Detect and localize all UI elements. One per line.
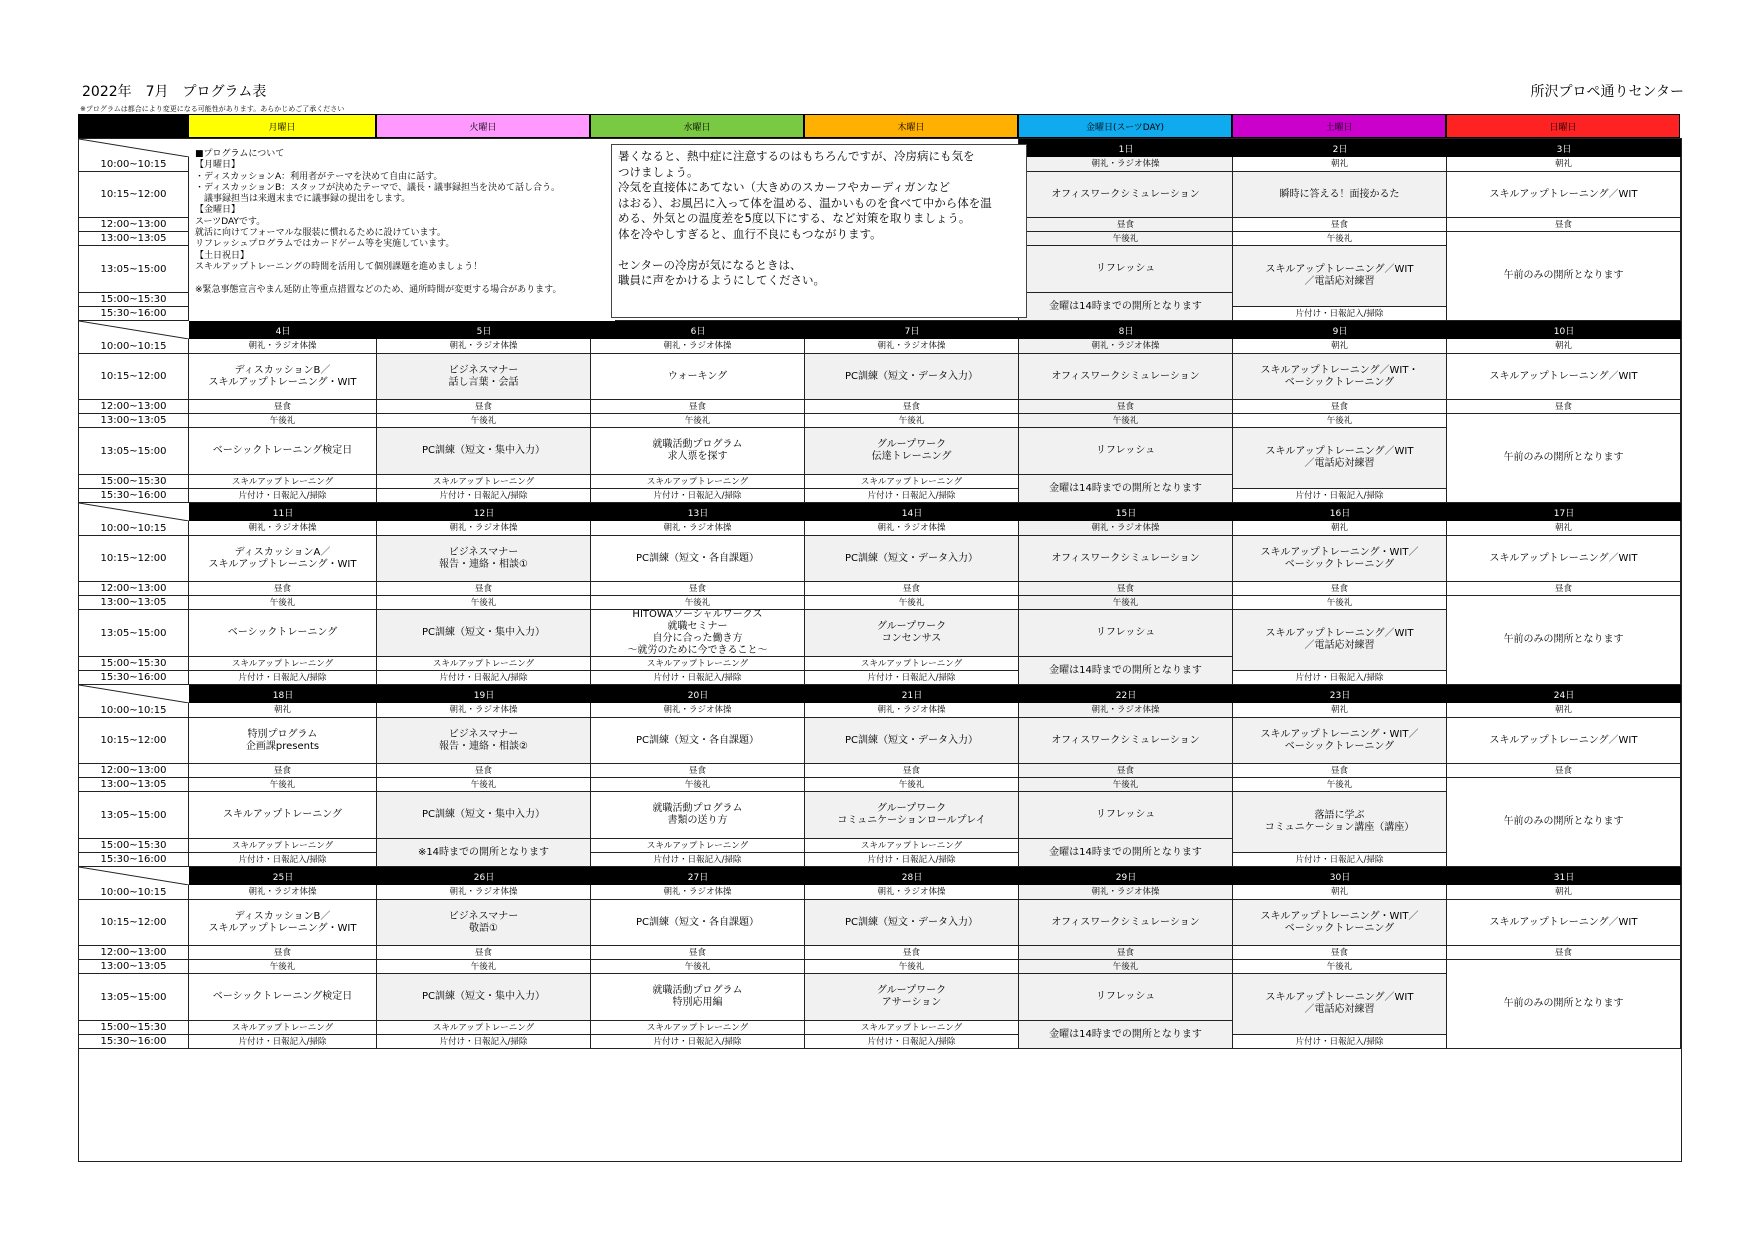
program-cell: ディスカッションB／ スキルアップトレーニング・WIT [189, 900, 377, 946]
date-label: 9日 [1332, 326, 1348, 337]
program-cell: 就職活動プログラム 特別応用編 [591, 974, 805, 1021]
time-slot: 10:00~10:15 [79, 885, 189, 900]
program-cell: HITOWAソーシャルワークス 就職セミナー 自分に合った働き方 ～就労のために今できること～ [591, 610, 805, 657]
program-cell: 就職活動プログラム 求人票を探す [591, 428, 805, 475]
program-cell: 朝礼・ラジオ体操 [377, 885, 591, 900]
program-cell: スキルアップトレーニング／WIT [1447, 354, 1681, 400]
time-slot: 10:00~10:15 [79, 157, 189, 172]
program-cell: 昼食 [1447, 946, 1681, 960]
program-cell: ディスカッションB／ スキルアップトレーニング・WIT [189, 354, 377, 400]
program-cell: 午前のみの開所となります [1447, 596, 1681, 685]
program-cell: 朝礼・ラジオ体操 [1019, 703, 1233, 718]
program-cell: スキルアップトレーニング [591, 657, 805, 671]
program-cell: 午後礼 [189, 778, 377, 792]
date-label: 22日 [1115, 690, 1137, 701]
program-cell: 午後礼 [805, 414, 1019, 428]
program-cell: 午後礼 [377, 960, 591, 974]
time-slot: 13:00~13:05 [79, 778, 189, 792]
program-cell: 朝礼・ラジオ体操 [377, 339, 591, 354]
program-cell: グループワーク コミュニケーションロールプレイ [805, 792, 1019, 839]
program-cell: 昼食 [1019, 400, 1233, 414]
info-line: 【土日祝日】 [195, 250, 250, 261]
program-cell: 午後礼 [1233, 414, 1447, 428]
date-label: 21日 [901, 690, 923, 701]
time-slot: 12:00~13:00 [79, 582, 189, 596]
program-cell: 片付け・日報記入/掃除 [189, 671, 377, 685]
program-cell: 特別プログラム 企画課presents [189, 718, 377, 764]
time-slot: 15:00~15:30 [79, 657, 189, 671]
time-slot: 15:30~16:00 [79, 489, 189, 503]
date-label: 7日 [904, 326, 920, 337]
info-line: 【月曜日】 [195, 160, 241, 171]
program-cell: 午後礼 [1233, 596, 1447, 610]
program-cell: 午後礼 [591, 414, 805, 428]
program-cell: 昼食 [805, 946, 1019, 960]
program-cell: 片付け・日報記入/掃除 [591, 489, 805, 503]
program-cell: 片付け・日報記入/掃除 [591, 1035, 805, 1049]
program-cell: 昼食 [377, 764, 591, 778]
program-cell: 朝礼・ラジオ体操 [591, 885, 805, 900]
program-cell: 朝礼・ラジオ体操 [189, 339, 377, 354]
program-cell: PC訓練（短文・集中入力） [377, 610, 591, 657]
program-cell: ベーシックトレーニング検定日 [189, 974, 377, 1021]
program-cell: ウォーキング [591, 354, 805, 400]
time-slot: 13:00~13:05 [79, 596, 189, 610]
schedule-grid [78, 138, 1682, 1162]
day-header-6: 日曜日 [1446, 114, 1680, 138]
time-slot: 12:00~13:00 [79, 764, 189, 778]
program-cell: 昼食 [377, 400, 591, 414]
date-label: 25日 [272, 872, 294, 883]
time-slot: 10:00~10:15 [79, 339, 189, 354]
program-cell: 朝礼・ラジオ体操 [805, 339, 1019, 354]
program-cell: スキルアップトレーニング／WIT・ ベーシックトレーニング [1233, 354, 1447, 400]
info-line: 議事録担当は来週末までに議事録の提出をします。 [195, 194, 411, 205]
program-cell: 昼食 [591, 946, 805, 960]
program-cell: 朝礼・ラジオ体操 [377, 703, 591, 718]
program-cell: ビジネスマナー 報告・連絡・相談② [377, 718, 591, 764]
program-cell: 片付け・日報記入/掃除 [805, 853, 1019, 867]
center-name: 所沢プロペ通りセンター [1530, 84, 1684, 100]
program-cell: 午後礼 [1233, 960, 1447, 974]
program-cell: スキルアップトレーニング／WIT [1447, 536, 1681, 582]
program-cell: 朝礼・ラジオ体操 [189, 885, 377, 900]
date-label: 6日 [690, 326, 706, 337]
program-cell: スキルアップトレーニング [189, 1021, 377, 1035]
program-cell: 朝礼 [189, 703, 377, 718]
program-cell: 午後礼 [189, 960, 377, 974]
program-cell: スキルアップトレーニング・WIT／ ベーシックトレーニング [1233, 536, 1447, 582]
date-label: 28日 [901, 872, 923, 883]
time-slot: 13:05~15:00 [79, 792, 189, 839]
date-label: 4日 [275, 326, 291, 337]
program-cell: ベーシックトレーニング [189, 610, 377, 657]
info-line: 【金曜日】 [195, 205, 241, 216]
program-cell: スキルアップトレーニング [189, 839, 377, 853]
info-line: ※緊急事態宣言やまん延防止等重点措置などのため、通所時間が変更する場合があります。 [195, 284, 562, 295]
program-cell: 朝礼 [1447, 521, 1681, 536]
program-cell: スキルアップトレーニング [805, 839, 1019, 853]
program-cell: 午後礼 [1019, 778, 1233, 792]
date-label: 27日 [687, 872, 709, 883]
date-label: 16日 [1329, 508, 1351, 519]
program-cell: グループワーク 伝達トレーニング [805, 428, 1019, 475]
program-cell: 金曜は14時までの開所となります [1019, 1021, 1233, 1049]
time-slot: 10:15~12:00 [79, 536, 189, 582]
program-cell: 朝礼 [1447, 339, 1681, 354]
program-cell: 朝礼・ラジオ体操 [591, 703, 805, 718]
program-cell: 午前のみの開所となります [1447, 778, 1681, 867]
program-cell: PC訓練（短文・集中入力） [377, 428, 591, 475]
program-cell: オフィスワークシミュレーション [1019, 900, 1233, 946]
time-slot: 10:15~12:00 [79, 172, 189, 218]
program-cell: 片付け・日報記入/掃除 [1233, 853, 1447, 867]
day-header-2: 水曜日 [590, 114, 804, 138]
day-header-1: 火曜日 [376, 114, 590, 138]
program-cell: 就職活動プログラム 書類の送り方 [591, 792, 805, 839]
program-cell: スキルアップトレーニング／WIT ／電話応対練習 [1233, 610, 1447, 671]
program-cell: 午後礼 [805, 960, 1019, 974]
program-cell: リフレッシュ [1019, 246, 1233, 293]
program-cell: オフィスワークシミュレーション [1019, 536, 1233, 582]
program-cell: 昼食 [1447, 764, 1681, 778]
program-cell: オフィスワークシミュレーション [1019, 354, 1233, 400]
program-cell: PC訓練（短文・集中入力） [377, 792, 591, 839]
program-cell: 朝礼・ラジオ体操 [1019, 885, 1233, 900]
program-cell: 午前のみの開所となります [1447, 414, 1681, 503]
program-cell: 朝礼・ラジオ体操 [591, 521, 805, 536]
program-cell: 昼食 [377, 582, 591, 596]
program-cell: 片付け・日報記入/掃除 [1233, 489, 1447, 503]
program-cell: ※14時までの開所となります [377, 839, 591, 867]
summer-notice-box [611, 144, 1027, 318]
date-label: 31日 [1553, 872, 1575, 883]
program-cell: 昼食 [591, 400, 805, 414]
time-slot: 15:30~16:00 [79, 671, 189, 685]
program-cell: PC訓練（短文・データ入力） [805, 354, 1019, 400]
time-slot: 15:00~15:30 [79, 293, 189, 307]
time-slot: 15:30~16:00 [79, 1035, 189, 1049]
program-cell: 片付け・日報記入/掃除 [189, 489, 377, 503]
program-cell: PC訓練（短文・各自課題） [591, 718, 805, 764]
date-label: 2日 [1332, 144, 1348, 155]
program-cell: リフレッシュ [1019, 792, 1233, 839]
date-label: 13日 [687, 508, 709, 519]
corner-diagonal [79, 685, 189, 703]
program-cell: 昼食 [805, 582, 1019, 596]
program-cell: 午後礼 [189, 414, 377, 428]
program-cell: スキルアップトレーニング [805, 475, 1019, 489]
corner-diagonal [79, 321, 189, 339]
program-cell: 朝礼 [1233, 521, 1447, 536]
program-cell: スキルアップトレーニング [591, 839, 805, 853]
program-cell: 午前のみの開所となります [1447, 232, 1681, 321]
date-label: 19日 [473, 690, 495, 701]
program-cell: 午後礼 [1019, 596, 1233, 610]
date-label: 1日 [1118, 144, 1134, 155]
program-cell: 金曜は14時までの開所となります [1019, 475, 1233, 503]
program-cell: 昼食 [189, 400, 377, 414]
summer-line: 冷気を直接体にあてない（大きめのスカーフやカーディガンなど [618, 180, 951, 194]
info-line [195, 273, 609, 284]
program-cell: スキルアップトレーニング／WIT ／電話応対練習 [1233, 246, 1447, 307]
program-cell: リフレッシュ [1019, 974, 1233, 1021]
time-slot: 10:15~12:00 [79, 718, 189, 764]
program-cell: スキルアップトレーニング [591, 475, 805, 489]
program-cell: スキルアップトレーニング／WIT [1447, 172, 1681, 218]
program-cell: 昼食 [1019, 946, 1233, 960]
program-cell: 金曜は14時までの開所となります [1019, 293, 1233, 321]
date-label: 26日 [473, 872, 495, 883]
date-label: 29日 [1115, 872, 1137, 883]
program-cell: 片付け・日報記入/掃除 [591, 671, 805, 685]
time-slot: 13:05~15:00 [79, 610, 189, 657]
info-line: スーツDAYです。 [195, 216, 266, 227]
program-cell: 片付け・日報記入/掃除 [377, 671, 591, 685]
corner-diagonal [79, 139, 189, 157]
program-cell: ベーシックトレーニング検定日 [189, 428, 377, 475]
program-cell: 朝礼・ラジオ体操 [805, 521, 1019, 536]
program-cell: オフィスワークシミュレーション [1019, 718, 1233, 764]
time-slot: 13:00~13:05 [79, 960, 189, 974]
date-label: 5日 [476, 326, 492, 337]
program-cell: 朝礼・ラジオ体操 [189, 521, 377, 536]
program-cell: スキルアップトレーニング [377, 1021, 591, 1035]
program-cell: PC訓練（短文・各自課題） [591, 536, 805, 582]
date-label: 24日 [1553, 690, 1575, 701]
info-line: 就活に向けてフォーマルな服装に慣れるために設けています。 [195, 228, 446, 239]
program-cell: グループワーク アサーション [805, 974, 1019, 1021]
program-cell: 午後礼 [1019, 414, 1233, 428]
time-slot: 15:00~15:30 [79, 839, 189, 853]
program-cell: 片付け・日報記入/掃除 [591, 853, 805, 867]
date-label: 3日 [1556, 144, 1572, 155]
program-cell: 片付け・日報記入/掃除 [189, 853, 377, 867]
summer-line: はおる）、お風呂に入って体を温める、温かいものを食べて中から体を温 [618, 195, 992, 210]
program-cell: 午後礼 [805, 778, 1019, 792]
date-label: 20日 [687, 690, 709, 701]
program-cell: PC訓練（短文・データ入力） [805, 718, 1019, 764]
info-line: ■プログラムについて [195, 149, 285, 159]
program-cell: 朝礼 [1233, 339, 1447, 354]
summer-line: センターの冷房が気になるときは、 [618, 257, 802, 272]
program-cell: 朝礼・ラジオ体操 [377, 521, 591, 536]
program-cell: リフレッシュ [1019, 610, 1233, 657]
program-cell: 朝礼・ラジオ体操 [591, 339, 805, 354]
summer-line: 体を冷やしすぎると、血行不良にもつながります。 [618, 226, 882, 241]
program-cell: 昼食 [1447, 218, 1681, 232]
program-cell: スキルアップトレーニング・WIT／ ベーシックトレーニング [1233, 900, 1447, 946]
date-label: 14日 [901, 508, 923, 519]
program-cell: スキルアップトレーニング・WIT／ ベーシックトレーニング [1233, 718, 1447, 764]
program-cell: スキルアップトレーニング [805, 1021, 1019, 1035]
info-line: リフレッシュプログラムではカードゲーム等を実施しています。 [195, 239, 455, 250]
summer-line [618, 242, 1020, 258]
program-cell: 落語に学ぶ コミュニケーション講座（講座） [1233, 792, 1447, 853]
program-cell: 昼食 [805, 764, 1019, 778]
program-cell: 昼食 [1233, 400, 1447, 414]
day-header-5: 土曜日 [1232, 114, 1446, 138]
summer-line: める、外気との温度差を5度以下にする、など対策を取りましょう。 [618, 211, 971, 225]
program-cell: 昼食 [189, 764, 377, 778]
program-cell: 片付け・日報記入/掃除 [805, 489, 1019, 503]
program-cell: 朝礼 [1233, 885, 1447, 900]
program-cell: 昼食 [377, 946, 591, 960]
page-title: 2022年 7月 プログラム表 [82, 84, 267, 100]
program-cell: スキルアップトレーニング／WIT [1447, 718, 1681, 764]
program-cell: 午後礼 [189, 596, 377, 610]
program-cell: 午後礼 [805, 596, 1019, 610]
time-slot: 13:00~13:05 [79, 414, 189, 428]
program-cell: 朝礼・ラジオ体操 [805, 703, 1019, 718]
date-label: 11日 [272, 508, 294, 519]
date-label: 12日 [473, 508, 495, 519]
summer-line: 職員に声をかけるようにしてください。 [618, 273, 825, 287]
program-cell: ビジネスマナー 敬語① [377, 900, 591, 946]
time-slot: 15:00~15:30 [79, 475, 189, 489]
program-cell: 昼食 [1447, 400, 1681, 414]
program-cell: スキルアップトレーニング [805, 657, 1019, 671]
program-cell: 昼食 [1019, 582, 1233, 596]
week1-info-area [189, 139, 1019, 321]
time-slot: 15:00~15:30 [79, 1021, 189, 1035]
program-cell: 片付け・日報記入/掃除 [805, 671, 1019, 685]
program-cell: 午前のみの開所となります [1447, 960, 1681, 1049]
program-cell: 片付け・日報記入/掃除 [377, 1035, 591, 1049]
program-cell: ディスカッションA／ スキルアップトレーニング・WIT [189, 536, 377, 582]
summer-line: つけましょう。 [618, 164, 699, 179]
header-corner [78, 114, 188, 138]
program-cell: 金曜は14時までの開所となります [1019, 839, 1233, 867]
program-cell: 朝礼 [1447, 157, 1681, 172]
program-cell: 片付け・日報記入/掃除 [1233, 1035, 1447, 1049]
program-cell: 片付け・日報記入/掃除 [1233, 307, 1447, 321]
program-cell: 昼食 [591, 764, 805, 778]
program-cell: 朝礼・ラジオ体操 [1019, 521, 1233, 536]
program-cell: ビジネスマナー 話し言葉・会話 [377, 354, 591, 400]
program-cell: 片付け・日報記入/掃除 [189, 1035, 377, 1049]
program-cell: スキルアップトレーニング [591, 1021, 805, 1035]
time-slot: 10:00~10:15 [79, 703, 189, 718]
program-cell: スキルアップトレーニング [189, 475, 377, 489]
program-cell: 昼食 [189, 946, 377, 960]
program-cell: PC訓練（短文・データ入力） [805, 900, 1019, 946]
program-cell: PC訓練（短文・各自課題） [591, 900, 805, 946]
program-cell: 昼食 [1019, 218, 1233, 232]
program-cell: 昼食 [1233, 218, 1447, 232]
program-cell: 片付け・日報記入/掃除 [805, 1035, 1019, 1049]
program-cell: 昼食 [1233, 946, 1447, 960]
day-header-0: 月曜日 [188, 114, 376, 138]
change-notice: ※プログラムは都合により変更になる可能性があります。あらかじめご了承ください [80, 105, 345, 113]
summer-line: 暑くなると、熱中症に注意するのはもちろんですが、冷房病にも気を [618, 149, 975, 163]
date-label: 18日 [272, 690, 294, 701]
program-cell: 片付け・日報記入/掃除 [1233, 671, 1447, 685]
time-slot: 15:30~16:00 [79, 307, 189, 321]
program-cell: 朝礼 [1233, 703, 1447, 718]
program-cell: 瞬時に答える！面接かるた [1233, 172, 1447, 218]
info-line: ・ディスカッションB：スタッフが決めたテーマで、議長・議事録担当を決めて話し合う。 [195, 182, 561, 193]
program-cell: PC訓練（短文・データ入力） [805, 536, 1019, 582]
time-slot: 15:30~16:00 [79, 853, 189, 867]
program-cell: 片付け・日報記入/掃除 [377, 489, 591, 503]
info-line: ・ディスカッションA：利用者がテーマを決めて自由に話す。 [195, 171, 443, 182]
program-cell: ビジネスマナー 報告・連絡・相談① [377, 536, 591, 582]
program-info-box [189, 145, 615, 321]
time-slot: 12:00~13:00 [79, 218, 189, 232]
program-cell: スキルアップトレーニング／WIT ／電話応対練習 [1233, 974, 1447, 1035]
program-cell: スキルアップトレーニング／WIT ／電話応対練習 [1233, 428, 1447, 489]
program-cell: 金曜は14時までの開所となります [1019, 657, 1233, 685]
program-cell: 午後礼 [591, 960, 805, 974]
program-cell: PC訓練（短文・集中入力） [377, 974, 591, 1021]
program-cell: スキルアップトレーニング [189, 792, 377, 839]
time-slot: 13:00~13:05 [79, 232, 189, 246]
program-cell: 午後礼 [1233, 778, 1447, 792]
date-label: 8日 [1118, 326, 1134, 337]
info-line: スキルアップトレーニングの時間を活用して個別課題を進めましょう！ [195, 261, 483, 272]
program-cell: 朝礼 [1447, 703, 1681, 718]
program-cell: スキルアップトレーニング [377, 657, 591, 671]
program-cell: スキルアップトレーニング／WIT [1447, 900, 1681, 946]
program-cell: 午後礼 [591, 596, 805, 610]
corner-diagonal [79, 867, 189, 885]
program-cell: オフィスワークシミュレーション [1019, 172, 1233, 218]
program-cell: 朝礼・ラジオ体操 [1019, 157, 1233, 172]
program-cell: 午後礼 [377, 414, 591, 428]
program-cell: 朝礼 [1447, 885, 1681, 900]
program-cell: 昼食 [805, 400, 1019, 414]
program-cell: 昼食 [1447, 582, 1681, 596]
program-cell: スキルアップトレーニング [377, 475, 591, 489]
program-cell: 昼食 [591, 582, 805, 596]
day-header-4: 金曜日(スーツDAY) [1018, 114, 1232, 138]
program-cell: スキルアップトレーニング [189, 657, 377, 671]
program-cell: 昼食 [1233, 582, 1447, 596]
program-cell: 午後礼 [377, 778, 591, 792]
program-cell: 昼食 [1019, 764, 1233, 778]
date-label: 30日 [1329, 872, 1351, 883]
corner-diagonal [79, 503, 189, 521]
time-slot: 10:00~10:15 [79, 521, 189, 536]
time-slot: 10:15~12:00 [79, 900, 189, 946]
time-slot: 12:00~13:00 [79, 946, 189, 960]
program-cell: 午後礼 [1233, 232, 1447, 246]
time-slot: 13:05~15:00 [79, 974, 189, 1021]
date-label: 23日 [1329, 690, 1351, 701]
program-cell: 午後礼 [591, 778, 805, 792]
program-cell: 昼食 [1233, 764, 1447, 778]
program-cell: 午後礼 [1019, 960, 1233, 974]
time-slot: 13:05~15:00 [79, 428, 189, 475]
date-label: 15日 [1115, 508, 1137, 519]
day-header-3: 木曜日 [804, 114, 1018, 138]
program-cell: 朝礼・ラジオ体操 [1019, 339, 1233, 354]
time-slot: 12:00~13:00 [79, 400, 189, 414]
date-label: 10日 [1553, 326, 1575, 337]
program-cell: 昼食 [189, 582, 377, 596]
program-cell: 朝礼・ラジオ体操 [805, 885, 1019, 900]
time-slot: 10:15~12:00 [79, 354, 189, 400]
time-slot: 13:05~15:00 [79, 246, 189, 293]
program-cell: 朝礼 [1233, 157, 1447, 172]
program-cell: リフレッシュ [1019, 428, 1233, 475]
program-cell: グループワーク コンセンサス [805, 610, 1019, 657]
date-label: 17日 [1553, 508, 1575, 519]
program-cell: 午後礼 [377, 596, 591, 610]
program-cell: 午後礼 [1019, 232, 1233, 246]
